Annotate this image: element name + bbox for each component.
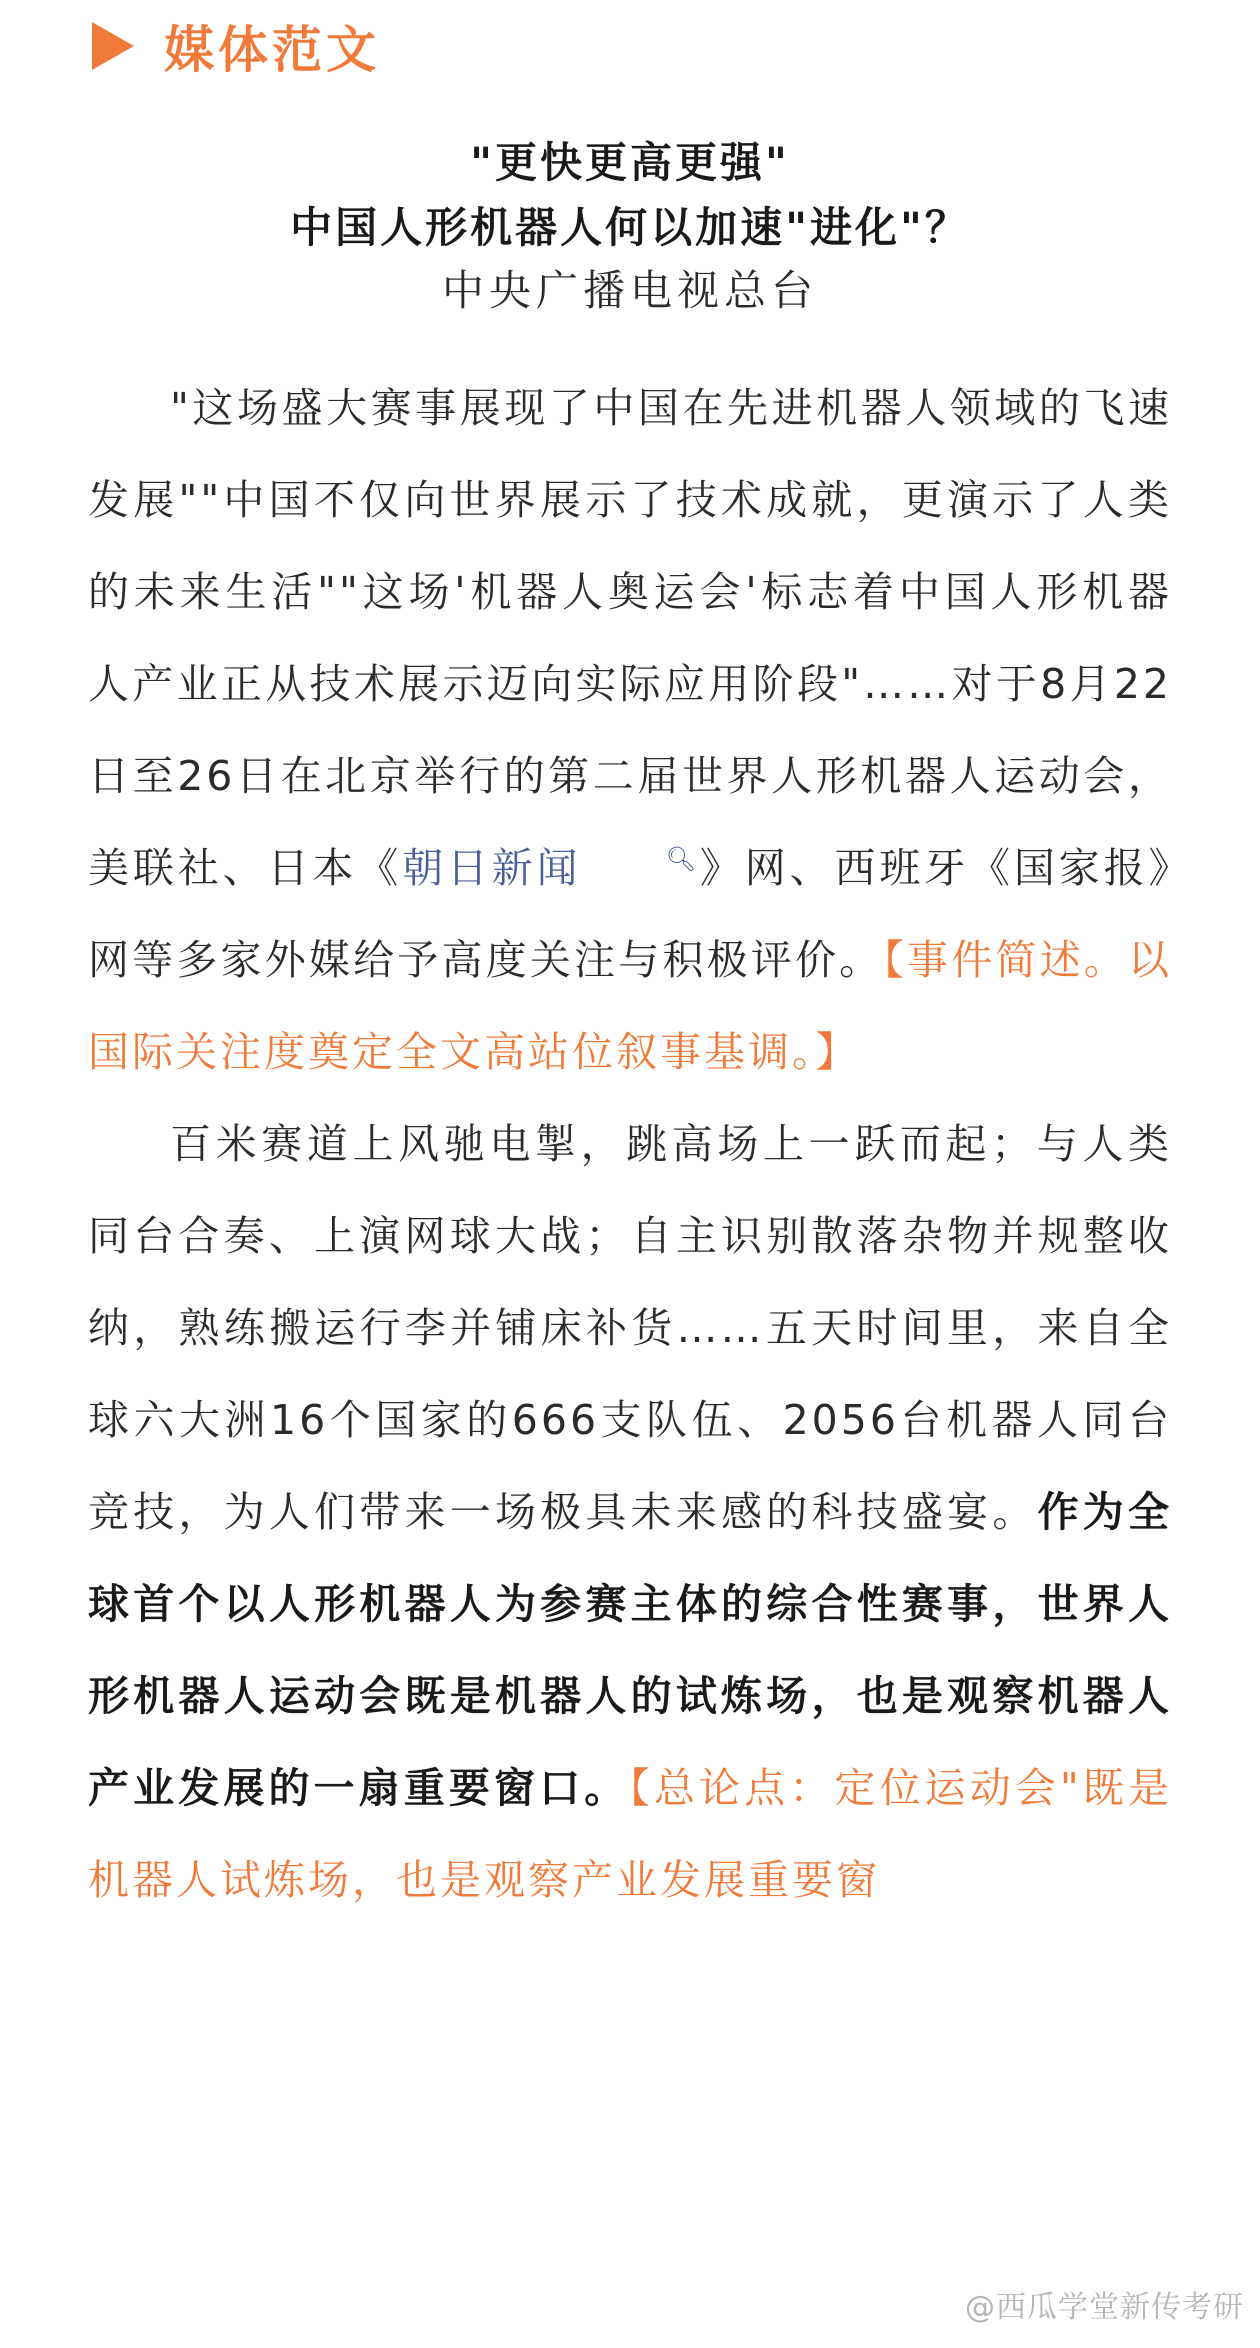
paragraph-1 (88, 362, 1172, 1098)
triangle-right-icon (92, 22, 134, 70)
paragraph-2 (88, 1098, 1172, 1926)
watermark: @西瓜学堂新传考研 (965, 2290, 1244, 2325)
article-title-line1: "更快更高更强" (470, 138, 790, 187)
news-link[interactable] (402, 844, 699, 892)
article-body (88, 362, 1172, 1926)
news-link-label: 朝日新闻 (402, 844, 582, 892)
paragraph-2-text: 百米赛道上风驰电掣，跳高场上一跃而起；与人类同台合奏、上演网球大战；自主识别散落杂物并规整收纳，熟练搬运行李并铺床补货……五天时间里，来自全球六大洲16个国家的666支队伍、2056台机器人同台竞技，为人们带来一场极具未来感的科技盛宴。 (88, 1120, 1172, 1536)
annotation-1: 【事件简述。以国际关注度奠定全文高站位叙事基调。】 (88, 936, 1172, 1076)
paragraph-1-text-b: 》网、西班牙《国家报》网等多家外媒给予高度关注与积极评价。 (88, 844, 1173, 984)
search-icon: 🔍︎ (665, 845, 699, 874)
annotation-2: 【总论点：定位运动会"既是机器人试炼场，也是观察产业发展重要窗 (88, 1764, 1173, 1904)
paragraph-1-text-a: "这场盛大赛事展现了中国在先进机器人领域的飞速发展""中国不仅向世界展示了技术成就，更演示了人类的未来生活""这场'机器人奥运会'标志着中国人形机器人产业正从技术展示迈向实际应用阶段"……对于8月22日至26日在北京举行的第二届世界人形机器人运动会，美联社、日本《 (88, 384, 1172, 892)
paragraph-2-bold: 作为全球首个以人形机器人为参赛主体的综合性赛事，世界人形机器人运动会既是机器人的试炼场，也是观察机器人产业发展的一扇重要窗口。 (88, 1488, 1173, 1812)
section-header (92, 10, 380, 82)
article-source: 中央广播电视总台 (441, 266, 818, 315)
article-title-line2: 中国人形机器人何以加速"进化"？ (290, 203, 970, 252)
section-title: 媒体范文 (164, 21, 380, 79)
